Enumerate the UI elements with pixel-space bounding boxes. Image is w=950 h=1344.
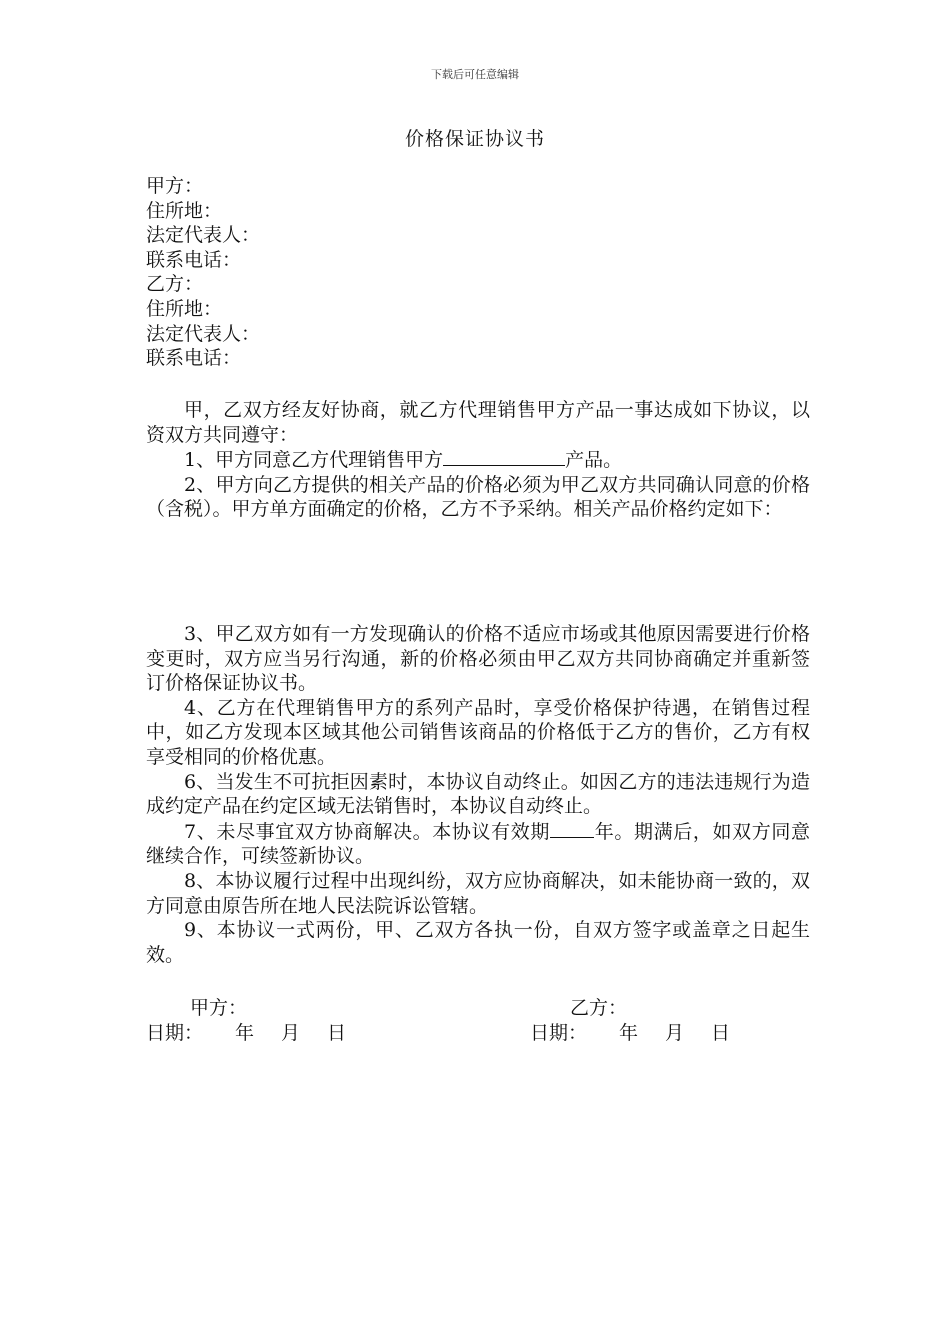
document-title: 价格保证协议书 bbox=[404, 128, 545, 150]
party-a-address-label: 住所地： bbox=[146, 199, 223, 222]
signature-party-b: 乙方： bbox=[570, 997, 628, 1019]
clause-7-text-after: 年。期满后，如双方同意继续合作，可续签新协议。 bbox=[146, 820, 810, 868]
product-name-blank bbox=[443, 447, 565, 466]
party-info-block bbox=[146, 174, 826, 371]
clause-8: 8、本协议履行过程中出现纠纷，双方应协商解决，如未能协商一致的，双方同意由原告所在地人民法院诉讼管辖。 bbox=[146, 869, 810, 917]
clause-1-text-before: 1、甲方同意乙方代理销售甲方 bbox=[184, 449, 444, 472]
clause-6: 6、当发生不可抗拒因素时，本协议自动终止。如因乙方的违法违规行为造成约定产品在约定区域无法销售时，本协议自动终止。 bbox=[146, 770, 810, 818]
party-b-phone-label: 联系电话： bbox=[146, 347, 242, 370]
party-a-representative-label: 法定代表人： bbox=[146, 224, 261, 247]
clause-7-text-before: 7、未尽事宜双方协商解决。本协议有效期 bbox=[184, 820, 551, 843]
header-note: 下载后可任意编辑 bbox=[431, 68, 519, 81]
party-b-address-label: 住所地： bbox=[146, 297, 223, 320]
party-a-date-label: 日期： bbox=[146, 1022, 204, 1044]
party-a-year-label: 年 bbox=[235, 1022, 255, 1044]
clause-2: 2、甲方向乙方提供的相关产品的价格必须为甲乙双方共同确认同意的价格（含税）。甲方单方面确定的价格，乙方不予采纳。相关产品价格约定如下： bbox=[146, 473, 810, 521]
agreement-body-part2 bbox=[146, 622, 810, 967]
party-a-day-label: 日 bbox=[327, 1022, 347, 1044]
clause-7 bbox=[146, 819, 810, 869]
party-b-representative-label: 法定代表人： bbox=[146, 322, 261, 345]
party-a-month-label: 月 bbox=[281, 1022, 301, 1044]
clause-9: 9、本协议一式两份，甲、乙双方各执一份，自双方签字或盖章之日起生效。 bbox=[146, 919, 810, 966]
agreement-body-part1 bbox=[146, 398, 810, 522]
intro-paragraph: 甲，乙双方经友好协商，就乙方代理销售甲方产品一事达成如下协议，以资双方共同遵守： bbox=[146, 399, 810, 446]
clause-1 bbox=[146, 447, 810, 473]
clause-1-text-after: 产品。 bbox=[565, 449, 623, 472]
party-a-label: 甲方： bbox=[146, 175, 204, 197]
party-a-phone-label: 联系电话： bbox=[146, 248, 242, 271]
party-a-date-line bbox=[146, 1021, 346, 1046]
party-b-date-line bbox=[530, 1021, 730, 1046]
clause-3: 3、甲乙双方如有一方发现确认的价格不适应市场或其他原因需要进行价格变更时，双方应当另行沟通，新的价格必须由甲乙双方共同协商确定并重新签订价格保证协议书。 bbox=[146, 623, 810, 695]
signature-party-a: 甲方： bbox=[190, 997, 248, 1019]
party-b-day-label: 日 bbox=[711, 1022, 731, 1044]
party-b-date-label: 日期： bbox=[530, 1022, 588, 1044]
party-b-label: 乙方： bbox=[146, 273, 204, 296]
clause-4: 4、乙方在代理销售甲方的系列产品时，享受价格保护待遇，在销售过程中，如乙方发现本区域其他公司销售该商品的价格低于乙方的售价，乙方有权享受相同的价格优惠。 bbox=[146, 696, 810, 768]
party-b-month-label: 月 bbox=[665, 1022, 685, 1044]
party-b-year-label: 年 bbox=[619, 1022, 639, 1044]
validity-years-blank bbox=[550, 819, 594, 838]
